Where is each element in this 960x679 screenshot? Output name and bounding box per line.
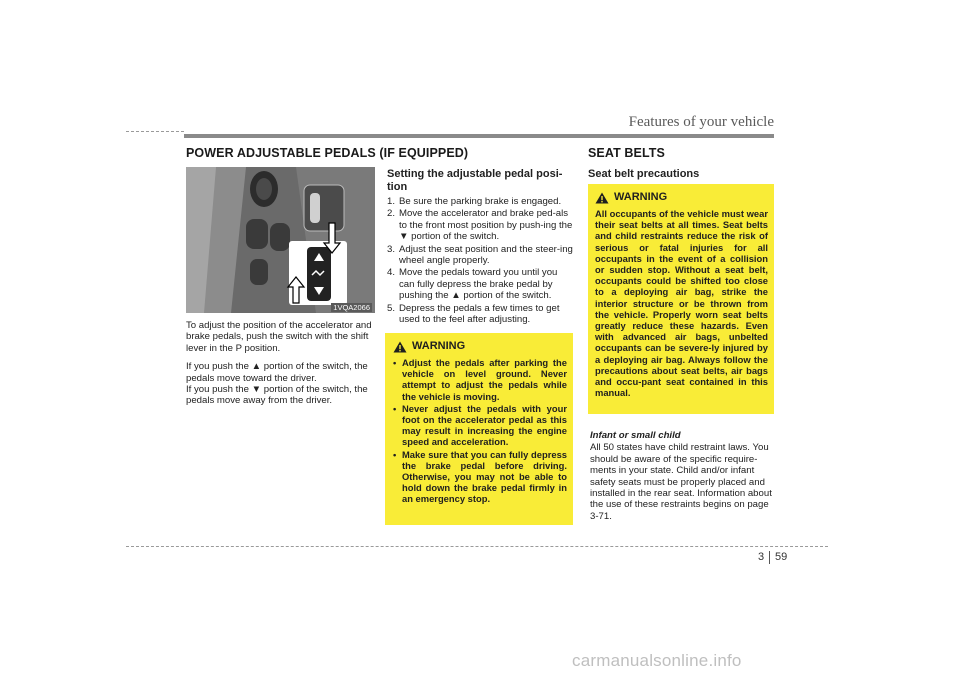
pedal-up-paragraph: If you push the ▲ portion of the switch, the pedals move toward the driver. — [186, 361, 368, 384]
photo-code: 1VQA2066 — [333, 303, 370, 312]
watermark: carmanualsonline.info — [572, 651, 742, 670]
step-item — [387, 267, 573, 301]
pedal-intro-paragraph: To adjust the position of the accelerator and brake pedals, push the switch with the shift lever in the P position. — [186, 320, 372, 354]
step-item — [387, 196, 573, 207]
seat-belt-precautions-heading: Seat belt precautions — [588, 168, 700, 180]
footer-dashed-rule — [126, 546, 828, 547]
pedal-warning-box — [385, 333, 573, 525]
step-text: Be sure the parking brake is engaged. — [399, 196, 562, 207]
step-number: 4. — [387, 267, 396, 279]
infant-child-paragraph: All 50 states have child restraint laws. You should be aware of the specific require-ments in your state. Child and/or infant safety seats must be properly placed and installed in the rear seat. Information about the use of these restraints begins on page 3-71. — [590, 442, 772, 522]
step-item — [387, 244, 573, 267]
warning-item — [393, 449, 567, 505]
warning-title: WARNING — [412, 340, 466, 353]
step-number: 1. — [387, 196, 396, 207]
bullet: • — [393, 448, 397, 460]
pedal-switch-photo — [186, 167, 375, 313]
step-text: Move the accelerator and brake ped-als to the front most position by push-ing the ▼ portion of the switch. — [399, 208, 573, 243]
column-1 — [186, 320, 375, 414]
warning-item-text: Make sure that you can fully depress the brake pedal before driving. Otherwise, you may not be able to hold down the brake pedal firmly in an emergency stop. — [402, 448, 567, 505]
warning-item-text: Never adjust the pedals with your foot on the accelerator pedal as this may result in increasing the engine speed and acceleration. — [402, 402, 567, 448]
step-text: Depress the pedals a few times to get used to the feel after adjusting. — [399, 302, 560, 326]
warning-header — [393, 341, 567, 353]
step-item — [387, 303, 573, 326]
warning-item-text: Adjust the pedals after parking the vehicle on level ground. Never attempt to adjust the pedals while the vehicle is moving. — [402, 357, 567, 402]
bullet: • — [393, 357, 397, 368]
pedal-setting-heading: Setting the adjustable pedal posi-tion — [387, 168, 563, 193]
step-item — [387, 208, 573, 242]
header-rule — [184, 134, 774, 138]
pedal-switch-illustration — [186, 167, 375, 313]
pedal-setting-steps — [387, 196, 573, 325]
warning-triangle-icon — [595, 192, 609, 204]
warning-list — [393, 357, 567, 505]
chapter-number: 3 — [758, 551, 765, 563]
infant-child-heading: Infant or small child — [590, 430, 681, 441]
warning-item — [393, 403, 567, 448]
bullet: • — [393, 402, 397, 414]
warning-text: All occupants of the vehicle must wear their seat belts at all times. Seat belts and child restraints reduce the risk of serious or fatal injuries for all occupants in the event of a collision or sudden stop. Without a seat belt, occupants could be shifted too close to a deploying air bag, strike the interior structure or be thrown from the vehicle. Properly worn seat belts greatly reduce these hazards. Even with advanced air bags, unbelted occupants can be severe-ly injured by a deploying air bag. Always follow the precautions about seat belts, air bags and occu-pant seat contained in this manual. — [595, 208, 768, 399]
page-number: 59 — [775, 551, 788, 563]
warning-title: WARNING — [614, 191, 668, 204]
section-title-power-pedals: POWER ADJUSTABLE PEDALS (IF EQUIPPED) — [186, 146, 469, 160]
step-number: 2. — [387, 208, 396, 220]
warning-item — [393, 357, 567, 402]
header-title: Features of your vehicle — [628, 114, 774, 130]
seat-belt-warning-box — [588, 184, 774, 414]
column-2 — [387, 168, 573, 326]
warning-triangle-icon — [393, 341, 407, 353]
pedal-down-paragraph: If you push the ▼ portion of the switch, the pedals move away from the driver. — [186, 384, 368, 407]
step-number: 3. — [387, 243, 396, 255]
step-text: Move the pedals toward you until you can fully depress the brake pedal by pushing the ▲ portion of the switch. — [399, 267, 558, 302]
header-dashed-rule — [126, 131, 184, 132]
column-3-heading — [588, 168, 774, 184]
section-title-seat-belts: SEAT BELTS — [588, 146, 665, 160]
page-number-separator — [769, 551, 770, 564]
step-number: 5. — [387, 302, 396, 314]
step-text: Adjust the seat position and the steer-ing wheel angle properly. — [399, 243, 573, 267]
warning-header — [595, 192, 768, 204]
column-3-body — [590, 430, 774, 529]
